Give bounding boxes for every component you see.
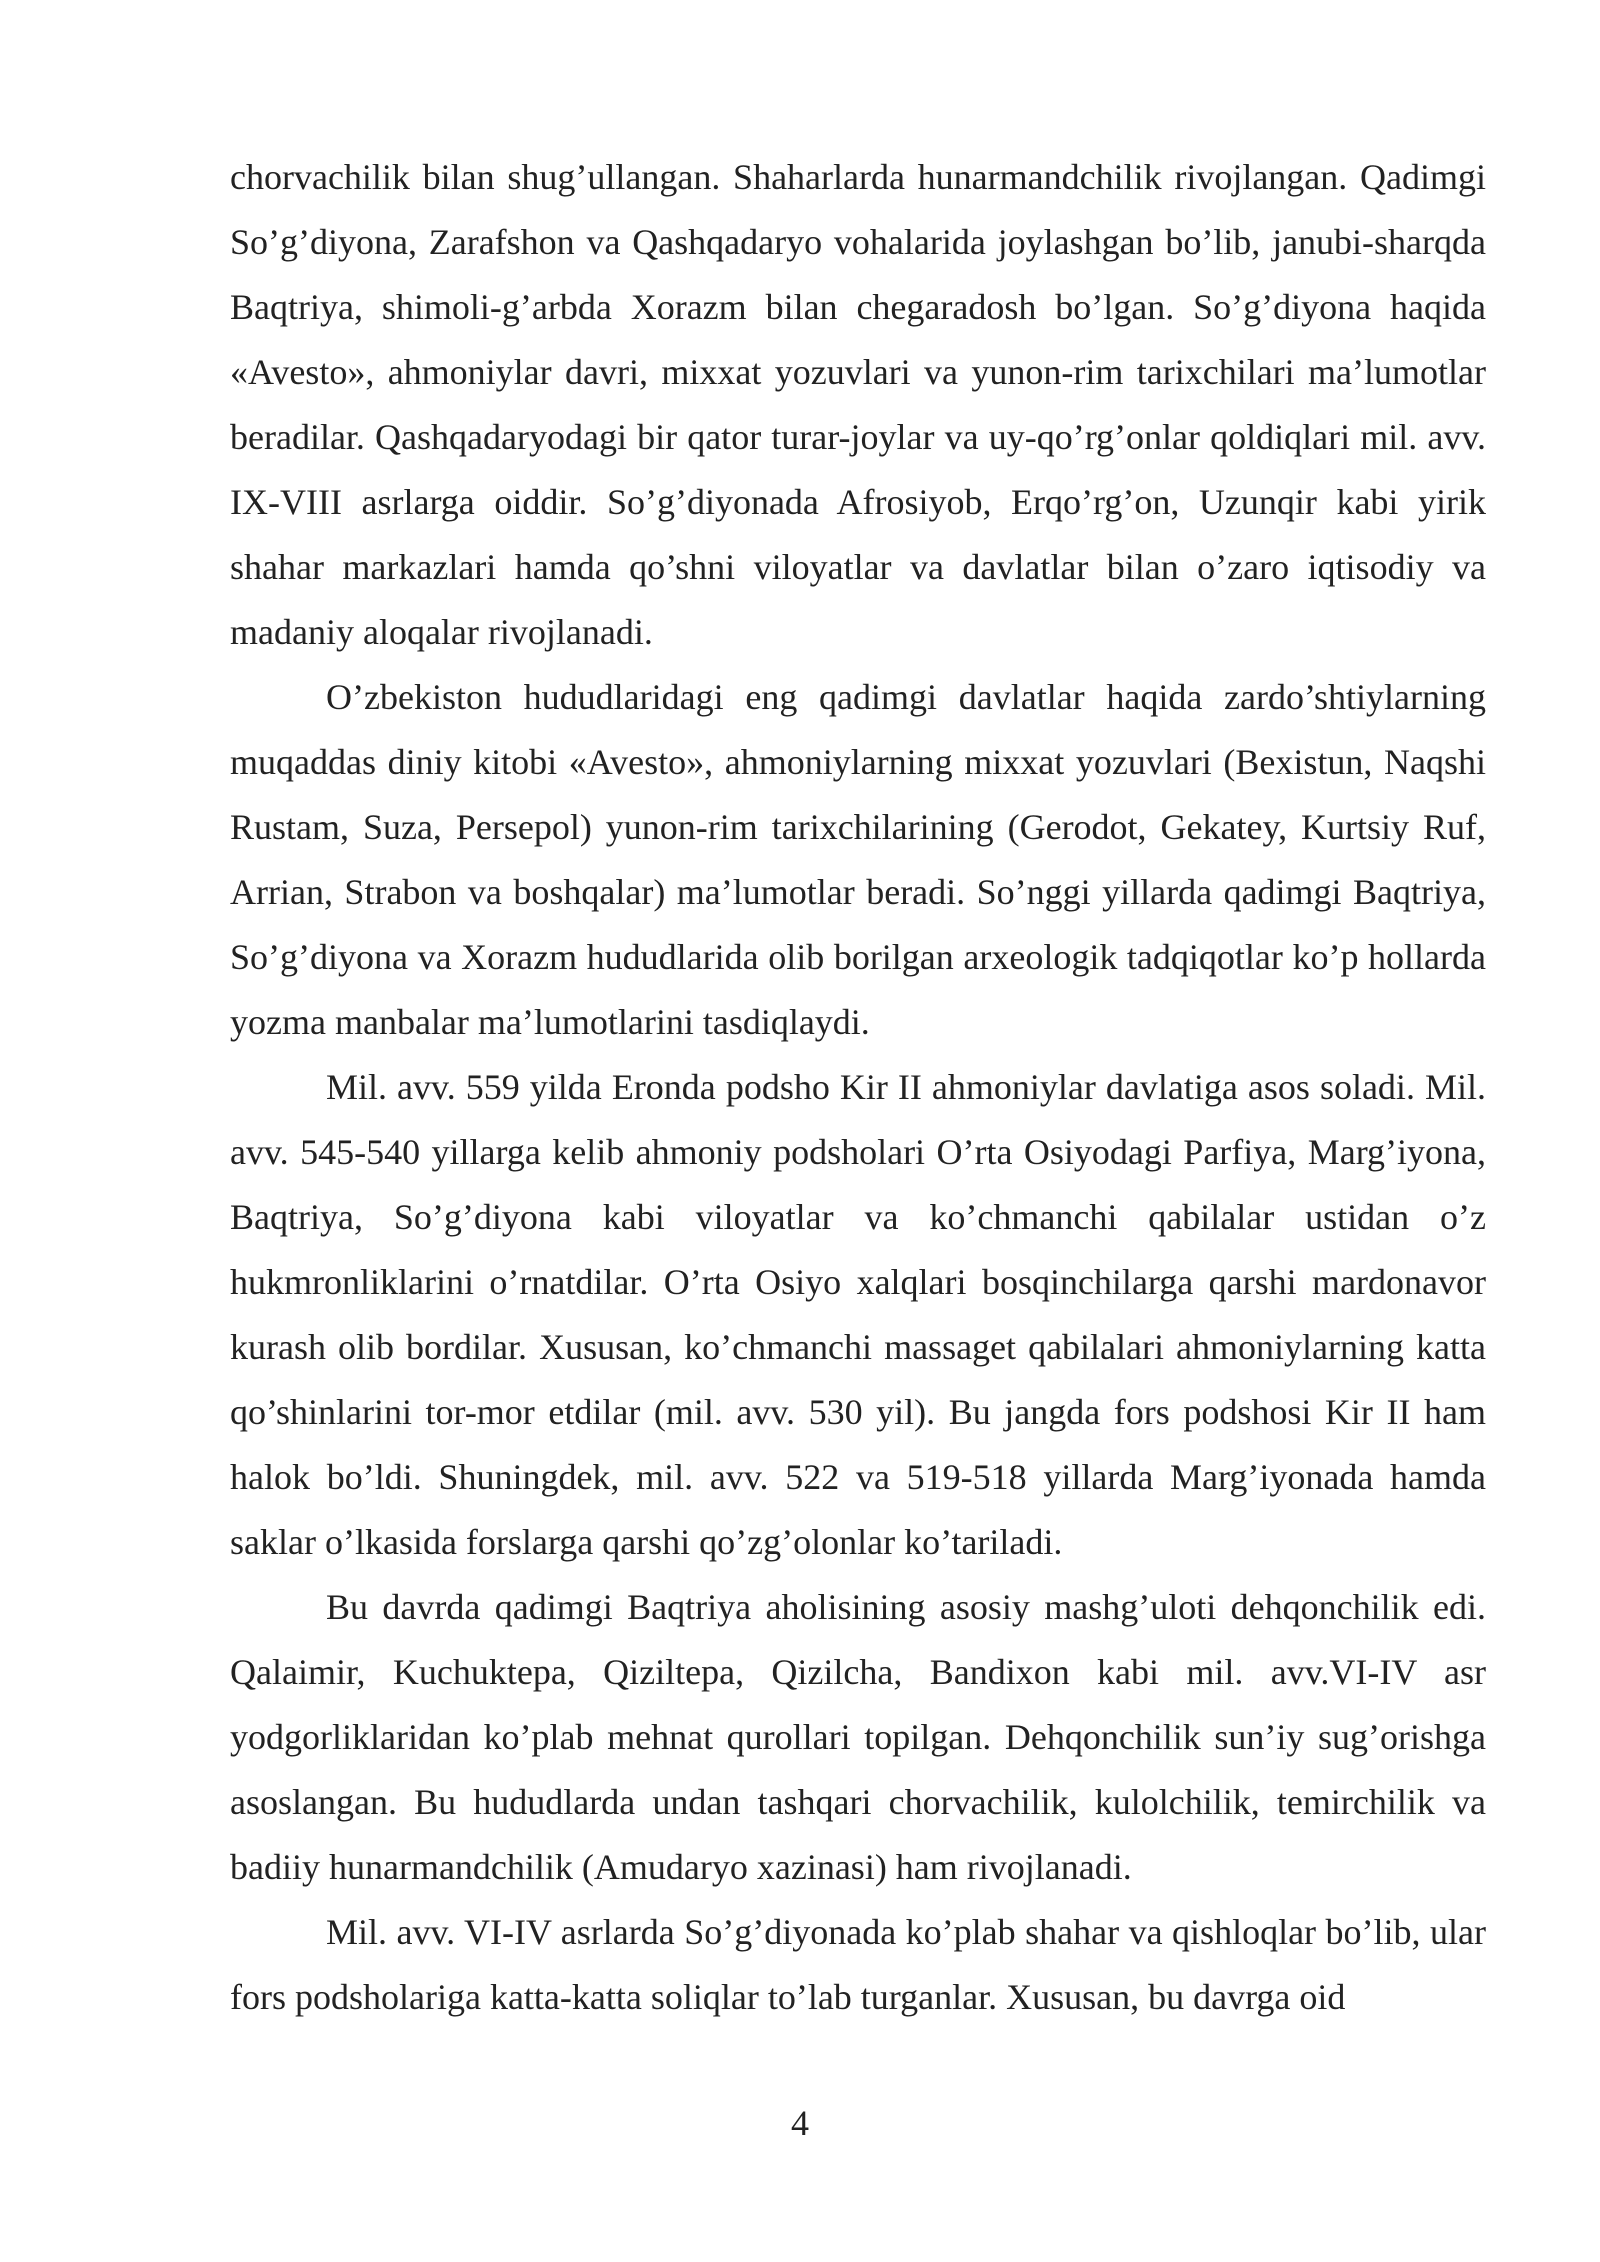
paragraph-2: O’zbekiston hududlaridagi eng qadimgi davlatlar haqida zardo’shtiylarning muqaddas diniy kitobi «Avesto», ahmoniylarning mixxat yozuvlari (Bexistun, Naqshi Rustam, Suza, Persepol) yunon-rim tarixchilarining (Gerodot, Gekatey, Kurtsiy Ruf, Arrian, Strabon va boshqalar) ma’lumotlar beradi. So’nggi yillarda qadimgi Baqtriya, So’g’diyona va Xorazm hududlarida olib borilgan arxeologik tadqiqotlar ko’p hollarda yozma manbalar ma’lumotlarini tasdiqlaydi. (230, 677, 1486, 1042)
page-number: 4 (791, 2103, 809, 2143)
paragraph-3: Mil. avv. 559 yilda Eronda podsho Kir II ahmoniylar davlatiga asos soladi. Mil. avv. 545-540 yillarga kelib ahmoniy podsholari O’rta Osiyodagi Parfiya, Marg’iyona, Baqtriya, So’g’diyona kabi viloyatlar va ko’chmanchi qabilalar ustidan o’z hukmronliklarini o’rnatdilar. O’rta Osiyo xalqlari bosqinchilarga qarshi mardonavor kurash olib bordilar. Xususan, ko’chmanchi massaget qabilalari ahmoniylarning katta qo’shinlarini tor-mor etdilar (mil. avv. 530 yil). Bu jangda fors podshosi Kir II ham halok bo’ldi. Shuningdek, mil. avv. 522 va 519-518 yillarda Marg’iyonada hamda saklar o’lkasida forslarga qarshi qo’zg’olonlar ko’tariladi. (230, 1067, 1486, 1562)
paragraph-4: Bu davrda qadimgi Baqtriya aholisining asosiy mashg’uloti dehqonchilik edi. Qalaimir, Kuchuktepa, Qiziltepa, Qizilcha, Bandixon kabi mil. avv.VI-IV asr yodgorliklaridan ko’plab mehnat qurollari topilgan. Dehqonchilik sun’iy sug’orishga asoslangan. Bu hududlarda undan tashqari chorvachilik, kulolchilik, temirchilik va badiiy hunarmandchilik (Amudaryo xazinasi) ham rivojlanadi. (230, 1587, 1486, 1887)
page-body (230, 145, 1486, 2030)
paragraph-1: chorvachilik bilan shug’ullangan. Shaharlarda hunarmandchilik rivojlangan. Qadimgi So’g’diyona, Zarafshon va Qashqadaryo vohalarida joylashgan bo’lib, janubi-sharqda Baqtriya, shimoli-g’arbda Xorazm bilan chegaradosh bo’lgan. So’g’diyona haqida «Avesto», ahmoniylar davri, mixxat yozuvlari va yunon-rim tarixchilari ma’lumotlar beradilar. Qashqadaryodagi bir qator turar-joylar va uy-qo’rg’onlar qoldiqlari mil. avv. IX-VIII asrlarga oiddir. So’g’diyonada Afrosiyob, Erqo’rg’on, Uzunqir kabi yirik shahar markazlari hamda qo’shni viloyatlar va davlatlar bilan o’zaro iqtisodiy va madaniy aloqalar rivojlanadi. (230, 157, 1486, 652)
paragraph-5: Mil. avv. VI-IV asrlarda So’g’diyonada ko’plab shahar va qishloqlar bo’lib, ular fors podsholariga katta-katta soliqlar to’lab turganlar. Xususan, bu davrga oid (230, 1912, 1486, 2017)
